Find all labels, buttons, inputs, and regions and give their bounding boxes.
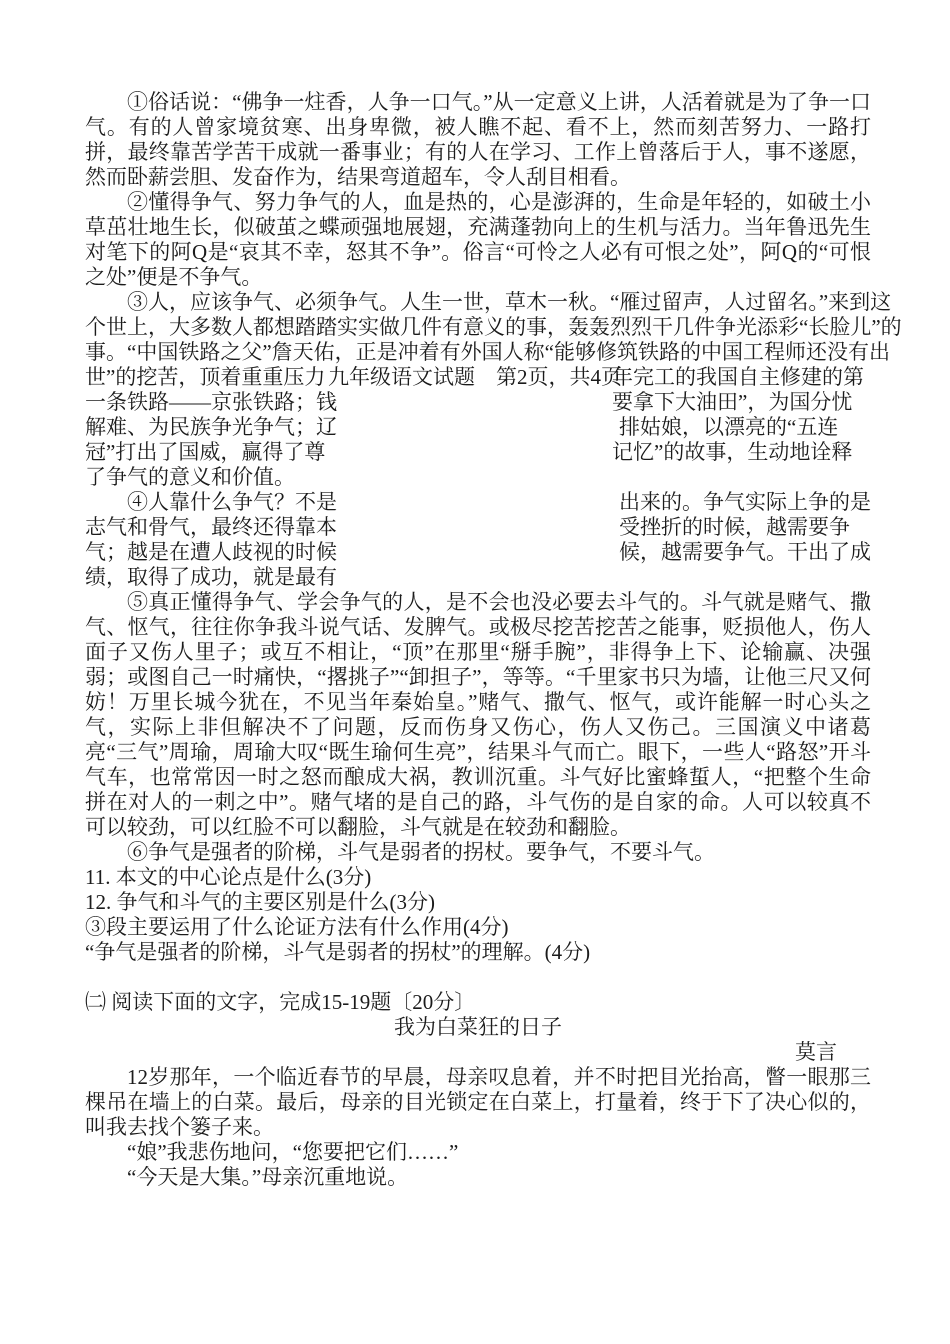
- essay-paragraph-2: ②懂得争气、努力争气的人，血是热的，心是澎湃的，生命是年轻的，如破土小草茁壮地生长，似破茧之蝶顽强地展翅，充满蓬勃向上的生机与活力。当年鲁迅先生对笔下的阿Q是“哀其不幸，怒其不争”。俗言“可怜之人必有可恨之处”，阿Q的“可恨之处”便是不争气。: [85, 190, 871, 289]
- essay-paragraphs-3-4-with-header-overlay: [85, 290, 902, 590]
- text-line: [85, 440, 871, 465]
- line-left-fragment: ③人，应该争气、必须争气。人生一世，草木一秋。“雁过留声，人过留名。”来到这: [127, 290, 892, 314]
- line-right-fragment: 年完工的我国自主修建的第: [612, 365, 864, 389]
- line-right-fragment: 受挫折的时候，越需要争: [619, 515, 850, 539]
- line-left-fragment: 志气和骨气，最终还得靠本: [85, 515, 337, 539]
- essay-paragraph-1: ①俗话说：“佛争一炷香，人争一口气。”从一定意义上讲，人活着就是为了争一口气。有的人曾家境贫寒、出身卑微，被人瞧不起、看不上，然而刻苦努力、一路打拼，最终靠苦学苦干成就一番事业；有的人在学习、工作上曾落后于人，事不遂愿，然而卧薪尝胆、发奋作为，结果弯道超车，令人刮目相看。: [85, 90, 871, 189]
- story-dialogue-1: “娘”我悲伤地问，“您要把它们……”: [127, 1140, 459, 1164]
- blank-line: [85, 965, 871, 990]
- author-name: 莫言: [795, 1040, 837, 1064]
- line-left-fragment: 冠”打出了国威，赢得了尊: [85, 440, 326, 464]
- line-left-fragment: 世”的挖苦，顶着重重压力: [85, 365, 326, 389]
- line-left-fragment: 一条铁路——京张铁路；钱: [85, 390, 337, 414]
- line-right-fragment: 要拿下大油田”，为国分忧: [612, 390, 853, 414]
- line-left-fragment: 绩，取得了成功，就是最有: [85, 565, 337, 589]
- text-line: [85, 365, 871, 390]
- text-line: [85, 340, 890, 365]
- line-right-fragment: 记忆”的故事，生动地诠释: [612, 440, 853, 464]
- line-left-fragment: 个世上，大多数人都想踏踏实实做几件有意义的事，轰轰烈烈干几件争光添彩“长脸儿”的: [85, 315, 902, 339]
- text-line: [85, 390, 871, 415]
- line-left-fragment: 解难、为民族争光争气；辽: [85, 415, 337, 439]
- question-14: “争气是强者的阶梯，斗气是弱者的拐杖”的理解。(4分): [85, 940, 591, 964]
- line-right-fragment: 出来的。争气实际上争的是: [619, 490, 871, 514]
- essay-paragraph-5: ⑤真正懂得争气、学会争气的人，是不会也没必要去斗气的。斗气就是赌气、撒气、怄气，往往你争我斗说气话、发脾气。或极尽挖苦挖苦之能事，贬损他人，伤人面子又伤人里子；或互不相让，“顶”在那里“掰手腕”，非得争上下、论输赢、决强弱；或图自己一时痛快，“撂挑子”“卸担子”，等等。“千里家书只为墙，让他三尺又何妨！万里长城今犹在，不见当年秦始皇。”赌气、撒气、怄气，或许能解一时心头之气，实际上非但解决不了问题，反而伤身又伤心，伤人又伤己。三国演义中诸葛亮“三气”周瑜，周瑜大叹“既生瑜何生亮”，结果斗气而亡。眼下，一些人“路怒”开斗气车，也常常因一时之怒而酿成大祸，教训沉重。斗气好比蜜蜂蜇人，“把整个生命拼在对人的一刺之中”。赌气堵的是自己的路，斗气伤的是自家的命。人可以较真不可以较劲，可以红脸不可以翻脸，斗气就是在较劲和翻脸。: [85, 590, 871, 839]
- story-paragraph-1: 12岁那年，一个临近春节的早晨，母亲叹息着，并不时把目光抬高，瞥一眼那三棵吊在墙上的白菜。最后，母亲的目光锁定在白菜上，打量着，终于下了决心似的，叫我去找个篓子来。: [85, 1065, 871, 1139]
- page-header-overlay: 九年级语文试题 第2页，共4页: [325, 365, 625, 390]
- text-line: [85, 565, 871, 590]
- text-line: [85, 315, 902, 340]
- text-line: [85, 540, 871, 565]
- text-line: [85, 515, 871, 540]
- line-right-fragment: 排姑娘，以漂亮的“五连: [619, 415, 839, 439]
- section2-header: ㈡ 阅读下面的文字，完成15-19题〔20分〕: [85, 990, 476, 1014]
- line-left-fragment: 了争气的意义和价值。: [85, 465, 295, 489]
- essay-paragraph-6: ⑥争气是强者的阶梯，斗气是弱者的拐杖。要争气，不要斗气。: [127, 840, 715, 864]
- line-left-fragment: ④人靠什么争气？不是: [127, 490, 337, 514]
- line-right-fragment: 候，越需要争气。干出了成: [619, 540, 871, 564]
- page-content: [85, 90, 902, 1190]
- text-line: [85, 465, 871, 490]
- question-13: ③段主要运用了什么论证方法有什么作用(4分): [85, 915, 509, 939]
- reading-passage-title: 我为白菜狂的日子: [394, 1015, 562, 1039]
- question-11: 11. 本文的中心论点是什么(3分): [85, 865, 372, 889]
- line-left-fragment: 事。“中国铁路之父”詹天佑，正是冲着有外国人称“能够修筑铁路的中国工程师还没有出: [85, 340, 890, 364]
- line-left-fragment: 气；越是在遭人歧视的时候: [85, 540, 337, 564]
- text-line: [85, 415, 871, 440]
- text-line: [85, 290, 892, 315]
- story-dialogue-2: “今天是大集。”母亲沉重地说。: [127, 1165, 409, 1189]
- question-12: 12. 争气和斗气的主要区别是什么(3分): [85, 890, 435, 914]
- text-line: [85, 490, 871, 515]
